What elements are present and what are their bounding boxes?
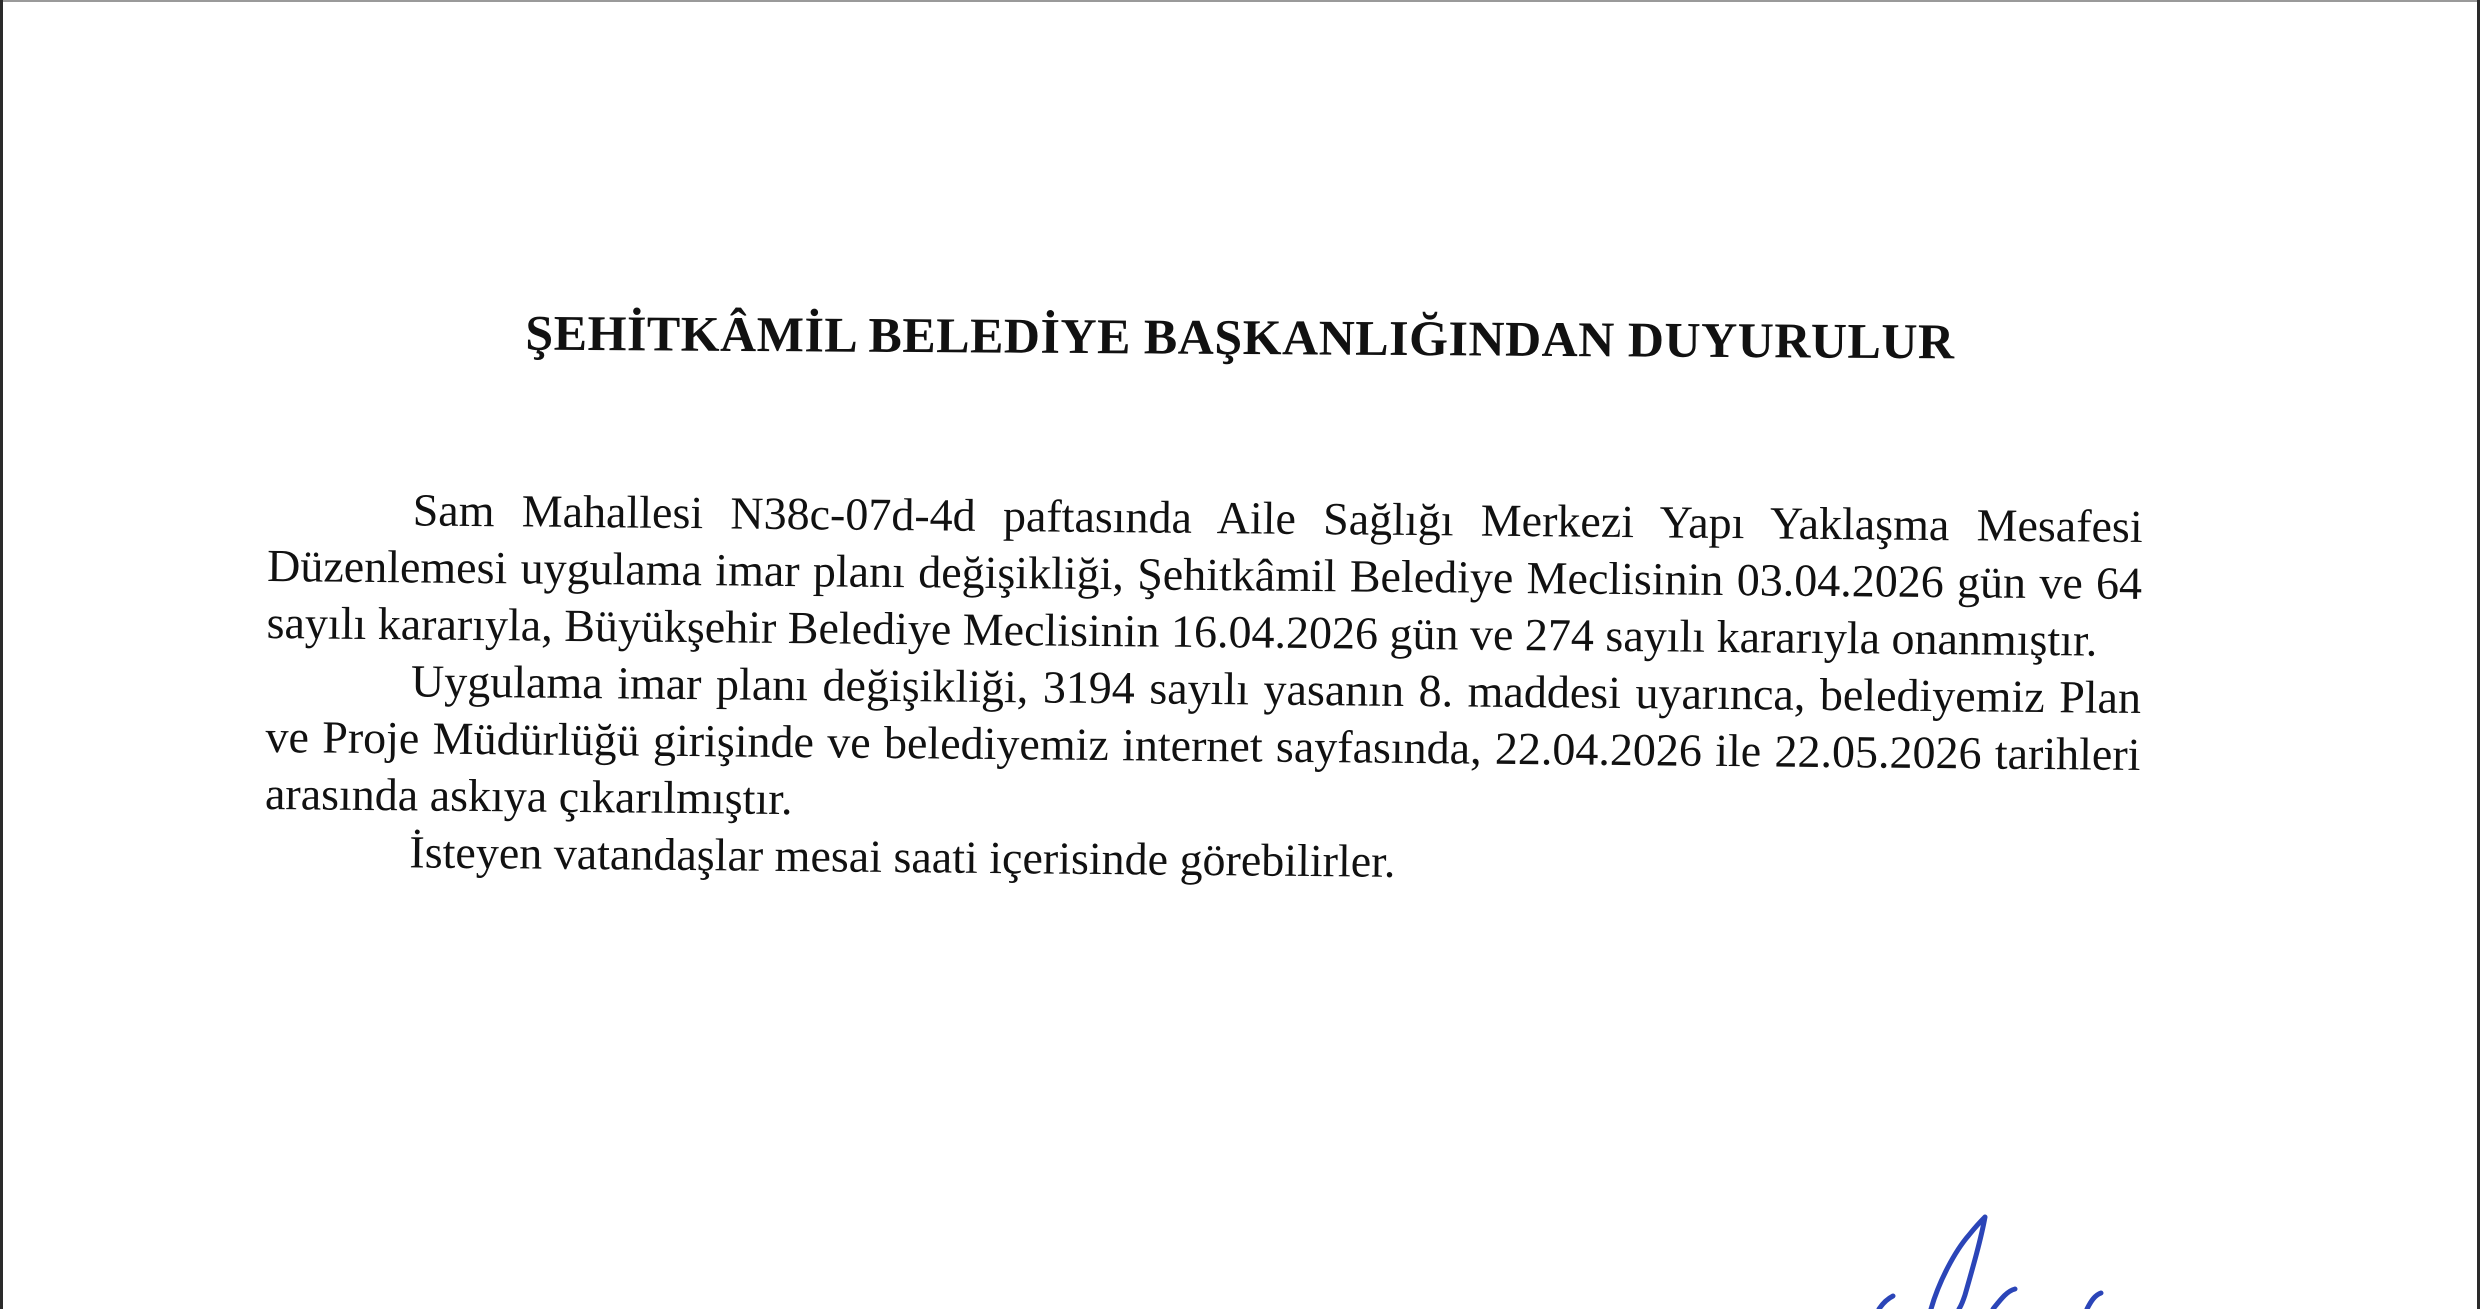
document-title: ŞEHİTKÂMİL BELEDİYE BAŞKANLIĞINDAN DUYURULUR: [525, 304, 1955, 370]
document-body: [264, 480, 2143, 897]
signature-stroke-right: [1993, 1289, 2015, 1309]
paragraph-citizen-notice: İsteyen vatandaşlar mesai saati içerisinde görebilirler.: [409, 826, 1396, 887]
signature-stroke-tail: [2087, 1293, 2101, 1309]
signature-stroke-left: [1879, 1296, 1893, 1309]
paragraph-public-display: Uygulama imar planı değişikliği, 3194 sayılı yasanın 8. maddesi uyarınca, belediyemiz Plan ve Proje Müdürlüğü girişinde ve belediyemiz internet sayfasında, 22.04.2026 ile 22.05.2026 tarihleri arasında askıya çıkarılmıştır.: [264, 655, 2142, 825]
handwritten-signature: [1723, 1195, 2243, 1309]
paragraph-plan-approval: Sam Mahallesi N38c-07d-4d paftasında Aile Sağlığı Merkezi Yapı Yaklaşma Mesafesi Düzenlemesi uygulama imar planı değişikliği, Şehitkâmil Belediye Meclisinin 03.04.2026 gün ve 64 sayılı kararıyla, Büyükşehir Belediye Meclisinin 16.04.2026 gün ve 274 sayılı kararıyla onanmıştır.: [266, 484, 2143, 666]
top-edge-rule: [3, 0, 2477, 2]
signature-stroke-main: [1931, 1217, 1985, 1309]
